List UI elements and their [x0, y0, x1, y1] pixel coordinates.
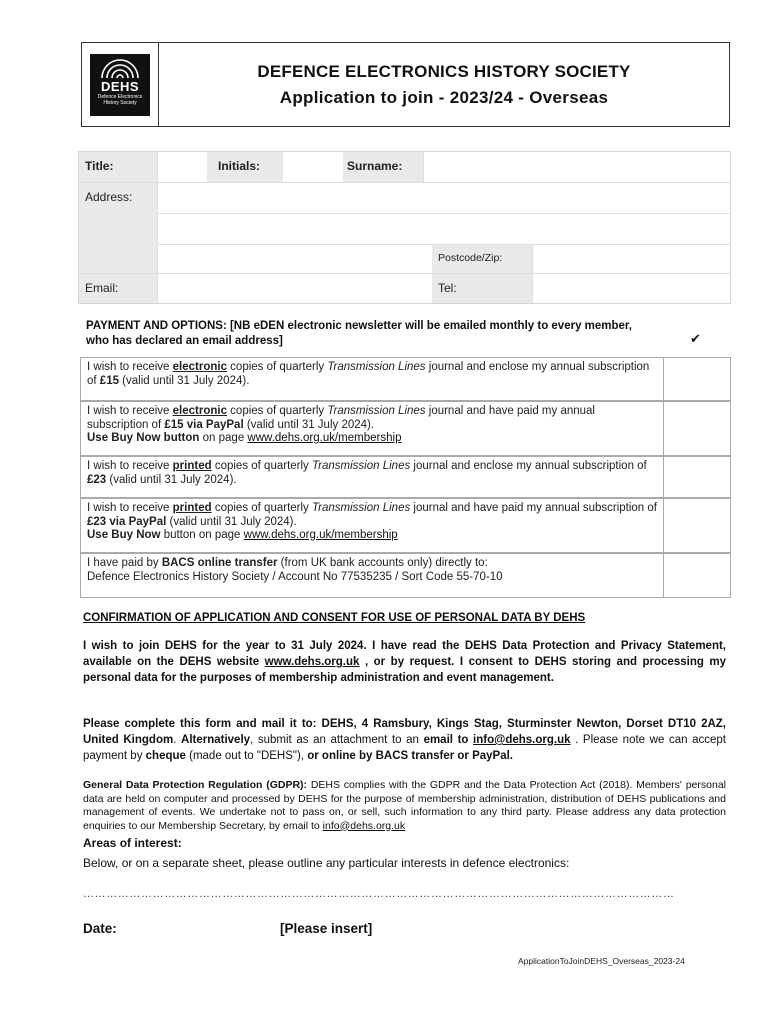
initials-field[interactable] — [285, 155, 341, 179]
option-text: I have paid by BACS online transfer (from UK bank accounts only) directly to: Defence Electronics History Society / Account No 77535235 / Sort Code 55-70-10 — [87, 557, 503, 583]
application-subtitle: Application to join - 2023/24 - Overseas — [279, 87, 609, 107]
option-text: I wish to receive electronic copies of quarterly Transmission Lines journal and have paid my annual subscription of £15 via PayPal (valid until 31 July 2024). Use Buy Now button on page www.dehs.org.uk/membership — [87, 405, 595, 444]
payment-heading: PAYMENT AND OPTIONS: [NB eDEN electronic newsletter will be emailed monthly to every member, who has declared an email address] — [86, 320, 632, 347]
membership-link[interactable]: www.dehs.org.uk/membership — [243, 529, 398, 541]
logo-text: DEHS — [100, 78, 140, 94]
email-link[interactable]: info@dehs.org.uk — [473, 734, 571, 746]
membership-link[interactable]: www.dehs.org.uk/membership — [247, 432, 402, 444]
footer-filename: ApplicationToJoinDEHS_Overseas_2023-24 — [518, 956, 685, 966]
option-text: I wish to receive electronic copies of quarterly Transmission Lines journal and enclose my annual subscription of £15 (valid until 31 July 2024). — [87, 361, 650, 387]
title-label: Title: — [85, 159, 114, 173]
logo-subtext: Defence Electronics History Society — [97, 93, 143, 106]
email-label: Email: — [85, 281, 119, 295]
confirmation-title: CONFIRMATION OF APPLICATION AND CONSENT FOR USE OF PERSONAL DATA BY DEHS — [83, 612, 586, 624]
surname-field[interactable] — [425, 155, 725, 179]
personal-details-table — [78, 151, 731, 304]
header-text — [159, 43, 729, 126]
option-text: I wish to receive printed copies of quarterly Transmission Lines journal and enclose my annual subscription of £23 (valid until 31 July 2024). — [87, 460, 647, 486]
option-checkbox[interactable] — [663, 499, 730, 552]
logo-cell — [82, 43, 159, 126]
surname-label: Surname: — [347, 159, 403, 173]
dehs-logo — [90, 54, 150, 116]
title-field[interactable] — [159, 155, 205, 179]
option-checkbox[interactable] — [663, 358, 730, 400]
initials-label: Initials: — [218, 159, 261, 173]
postcode-label: Postcode/Zip: — [438, 252, 503, 264]
society-title: DEFENCE ELECTRONICS HISTORY SOCIETY — [257, 61, 631, 81]
option-row-bacs — [80, 553, 731, 598]
option-checkbox[interactable] — [663, 457, 730, 497]
option-row-printed-paypal — [80, 498, 731, 553]
mailing-instructions: Please complete this form and mail it to: DEHS, 4 Ramsbury, Kings Stag, Sturminster Newton, Dorset DT10 2AZ, United Kingdom. Alternatively, submit as an attachment to an email to info@dehs.org.uk . Please note we can accept payment by cheque (made out to "DEHS"), or online by BACS transfer or PayPal. — [83, 718, 727, 762]
tel-field[interactable] — [534, 276, 726, 301]
date-label: Date: — [83, 921, 117, 936]
tick-icon: ✔ — [690, 331, 701, 346]
option-row-printed-enclose — [80, 456, 731, 498]
email-field[interactable] — [159, 276, 429, 301]
declaration-paragraph: I wish to join DEHS for the year to 31 July 2024. I have read the DEHS Data Protection and Privacy Statement, available on the DEHS website www.dehs.org.uk , or by request. I consent to DEHS storing and processing my personal data for the purposes of membership administration and event management. — [83, 640, 727, 684]
signal-waves-icon — [98, 58, 142, 80]
areas-title: Areas of interest: — [83, 836, 182, 850]
areas-instructions: Below, or on a separate sheet, please outline any particular interests in defence electronics: — [83, 856, 570, 870]
tel-label: Tel: — [438, 281, 457, 295]
payment-options-table — [80, 312, 731, 598]
date-field[interactable]: [Please insert] — [280, 921, 373, 936]
option-row-electronic-paypal — [80, 401, 731, 456]
website-link[interactable]: www.dehs.org.uk — [264, 656, 360, 668]
address-label: Address: — [85, 190, 133, 204]
gdpr-paragraph: General Data Protection Regulation (GDPR): DEHS complies with the GDPR and the Data Protection Act (2018). Members' personal data are held on computer and processed by DEHS for the purpose of membership administration, distribution of DEHS publications and management of events. We undertake not to pass on, or sell, such information to any third party. Please address any data protection enquiries to our Membership Secretary, by email to info@dehs.org.uk — [83, 779, 726, 832]
option-row-electronic-enclose — [80, 357, 731, 401]
option-text: I wish to receive printed copies of quarterly Transmission Lines journal and have paid my annual subscription of £23 via PayPal (valid until 31 July 2024). Use Buy Now button on page www.dehs.org.uk/membership — [87, 502, 657, 541]
form-header — [81, 42, 730, 127]
postcode-field[interactable] — [534, 246, 726, 271]
areas-input-line[interactable]: ……………………………………………………………………………………………………………………………………… — [83, 888, 675, 900]
gdpr-email-link[interactable]: info@dehs.org.uk — [322, 819, 406, 832]
option-checkbox[interactable] — [663, 554, 730, 597]
option-checkbox[interactable] — [663, 402, 730, 455]
